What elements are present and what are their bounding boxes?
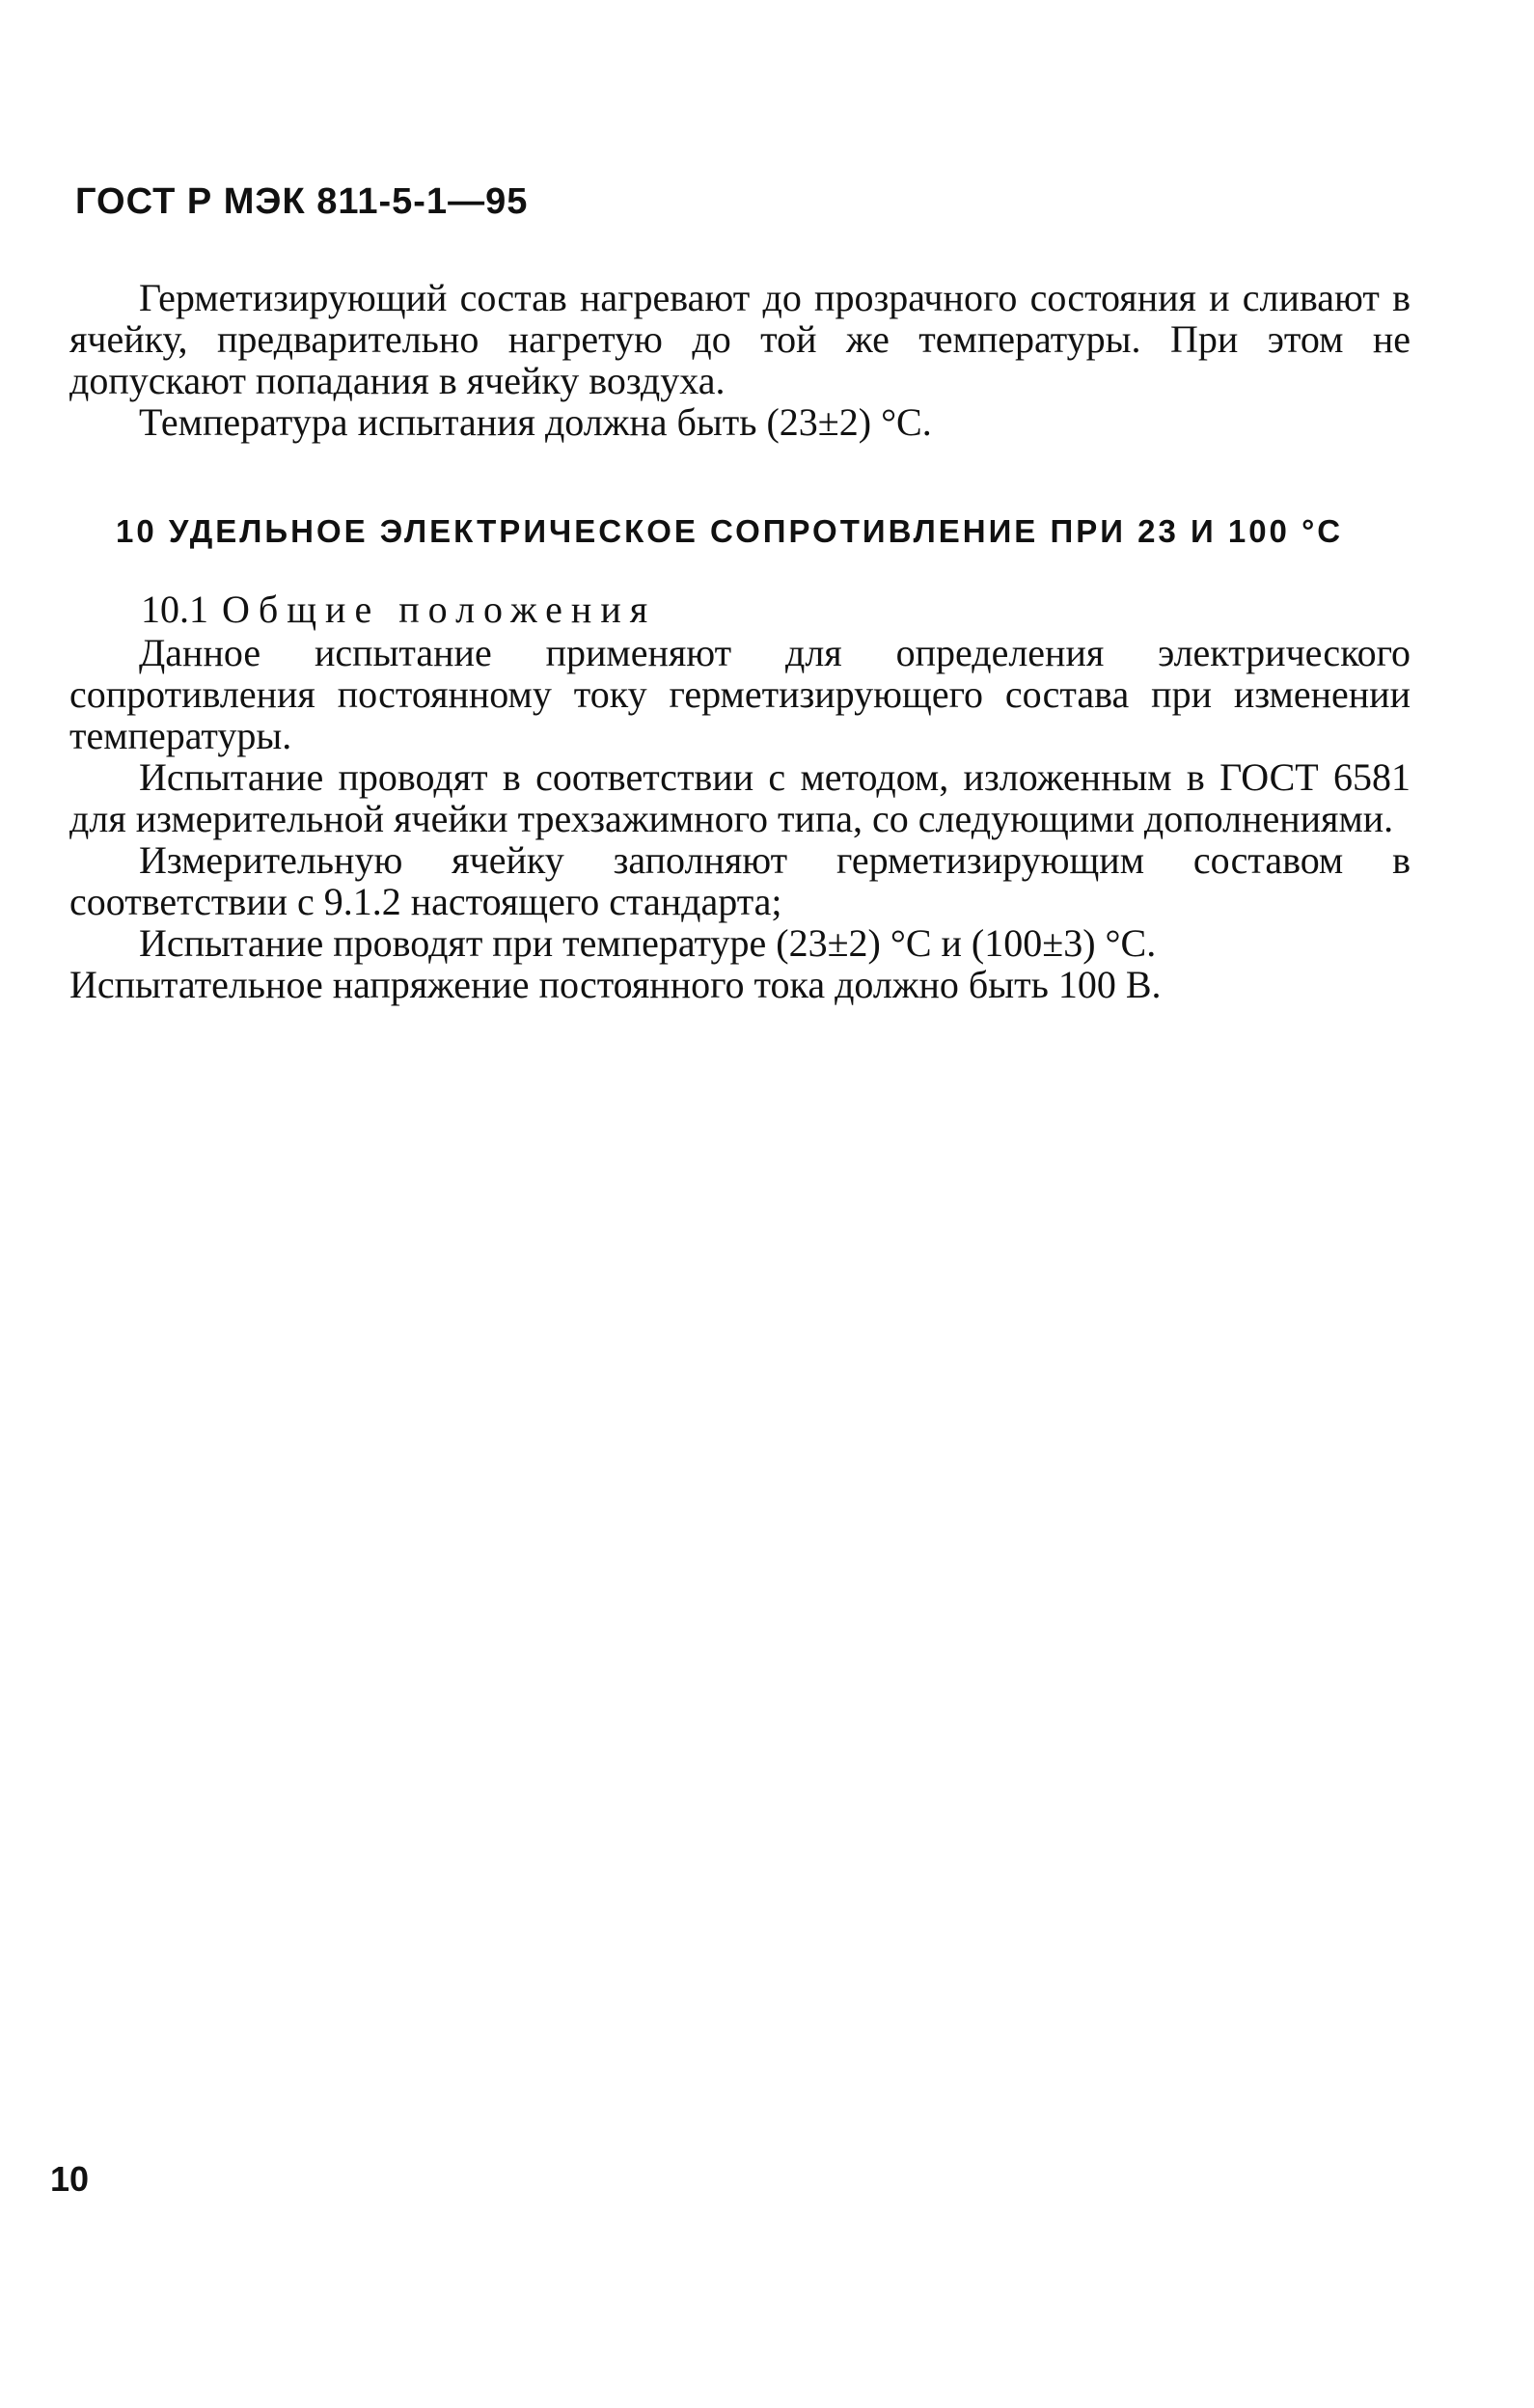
section-text	[69, 632, 1411, 1005]
paragraph: Герметизирующий состав нагревают до прозрачного состояния и сливают в ячейку, предварительно нагретую до той же температуры. При этом не допускают попадания в ячейку воздуха.	[69, 276, 1411, 402]
subsection-number: 10.1	[141, 588, 208, 631]
section-heading: 10 УДЕЛЬНОЕ ЭЛЕКТРИЧЕСКОЕ СОПРОТИВЛЕНИЕ ПРИ 23 И 100 °С	[116, 513, 1344, 549]
subsection-title	[141, 588, 656, 630]
paragraph: Испытание проводят при температуре (23±2) °С и (100±3) °С.	[139, 921, 1157, 965]
paragraph: Данное испытание применяют для определения электрического сопротивления постоянному току герметизирующего состава при изменении температуры.	[69, 631, 1411, 757]
paragraph: Измерительную ячейку заполняют герметизирующим составом в соответствии с 9.1.2 настоящего стандарта;	[69, 838, 1411, 923]
paragraph: Испытание проводят в соответствии с методом, изложенным в ГОСТ 6581 для измерительной ячейки трехзажимного типа, со следующими дополнениями.	[69, 755, 1411, 840]
document-code: ГОСТ Р МЭК 811-5-1—95	[75, 181, 529, 222]
intro-text	[69, 277, 1411, 443]
paragraph: Испытательное напряжение постоянного тока должно быть 100 В.	[69, 963, 1162, 1006]
subsection-label: Общие положения	[222, 588, 657, 631]
page-number: 10	[50, 2159, 90, 2199]
paragraph: Температура испытания должна быть (23±2) °С.	[139, 400, 932, 444]
